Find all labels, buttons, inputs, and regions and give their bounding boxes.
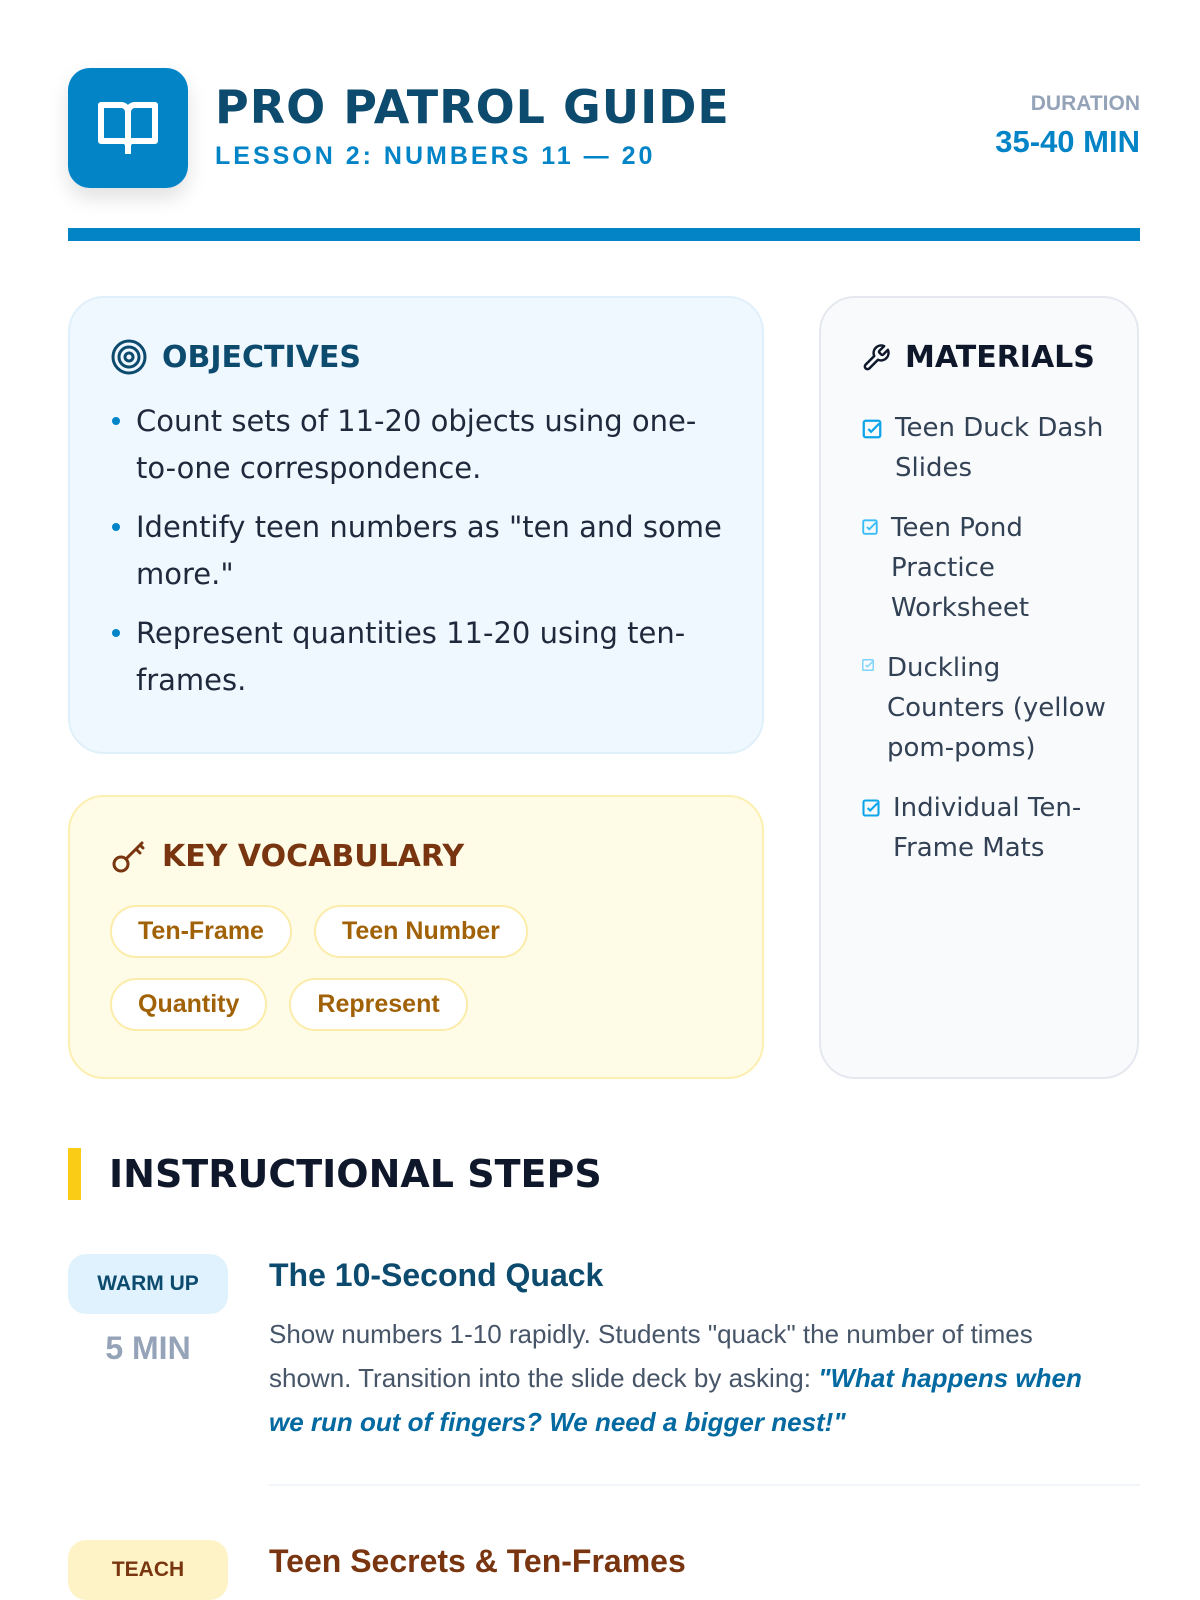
objectives-card bbox=[68, 296, 764, 754]
step-time: 5 MIN bbox=[105, 1330, 191, 1366]
duration-label: DURATION bbox=[1030, 92, 1140, 115]
checkbox-icon bbox=[861, 518, 879, 536]
vocab-chip: Represent bbox=[289, 978, 467, 1031]
target-icon bbox=[110, 338, 148, 376]
materials-card bbox=[819, 296, 1139, 1079]
material-item: Duckling Counters (yellow pom-poms) bbox=[861, 648, 1111, 768]
objectives-heading: OBJECTIVES bbox=[162, 339, 361, 375]
objective-item: Represent quantities 11-20 using ten-frames. bbox=[112, 610, 722, 704]
wrench-icon bbox=[861, 343, 891, 373]
duration-value: 35-40 MIN bbox=[995, 124, 1140, 159]
materials-heading: MATERIALS bbox=[905, 340, 1095, 375]
vocab-chip: Ten-Frame bbox=[110, 905, 292, 958]
material-item: Teen Duck Dash Slides bbox=[861, 408, 1111, 488]
lesson-subtitle: LESSON 2: NUMBERS 11 — 20 bbox=[215, 142, 656, 170]
step-divider bbox=[269, 1484, 1140, 1486]
vocabulary-heading: KEY VOCABULARY bbox=[162, 838, 465, 874]
vocabulary-card bbox=[68, 795, 764, 1079]
vocab-chip: Quantity bbox=[110, 978, 267, 1031]
checkbox-icon bbox=[861, 658, 875, 672]
material-item: Teen Pond Practice Worksheet bbox=[861, 508, 1111, 628]
objective-item: Count sets of 11-20 objects using one-to-one correspondence. bbox=[112, 398, 722, 492]
vocab-chip: Teen Number bbox=[314, 905, 528, 958]
step-title: The 10-Second Quack bbox=[269, 1257, 604, 1293]
book-open-icon bbox=[68, 68, 188, 188]
steps-heading: INSTRUCTIONAL STEPS bbox=[68, 1148, 602, 1200]
phase-badge-warm-up: WARM UP bbox=[68, 1254, 228, 1314]
checkbox-icon bbox=[861, 798, 881, 818]
checkbox-icon bbox=[861, 418, 883, 440]
step-description: Show numbers 1-10 rapidly. Students "quack" the number of times shown. Transition into the slide deck by asking: "What happens when we run out of fingers? We need a bigger nest!" bbox=[269, 1319, 1082, 1437]
header-divider bbox=[68, 228, 1140, 241]
step-title: Teen Secrets & Ten-Frames bbox=[269, 1543, 686, 1579]
header bbox=[68, 68, 1140, 188]
key-icon bbox=[110, 837, 148, 875]
material-item: Individual Ten-Frame Mats bbox=[861, 788, 1111, 868]
page-title: PRO PATROL GUIDE bbox=[215, 80, 730, 134]
objective-item: Identify teen numbers as "ten and some more." bbox=[112, 504, 722, 598]
step-quote: "What happens when we run out of fingers? We need a bigger nest!" bbox=[269, 1363, 1082, 1437]
phase-badge-teach: TEACH bbox=[68, 1540, 228, 1600]
